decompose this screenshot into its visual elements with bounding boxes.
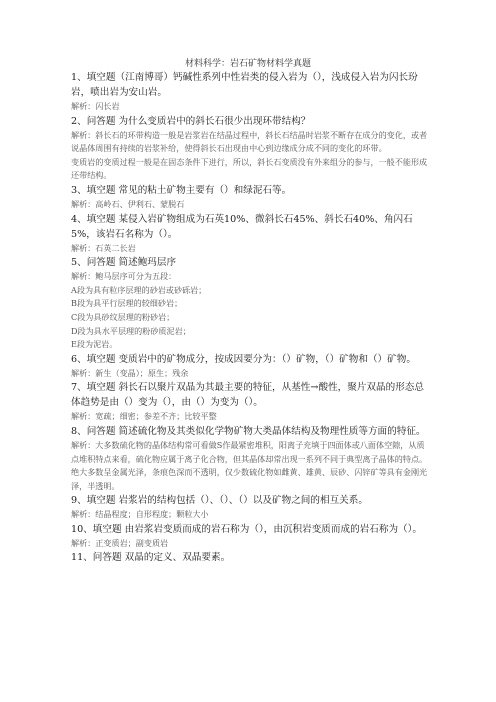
answer-2-part-2: 变质岩的变质过程一般是在固态条件下进行，所以，斜长石变质没有外来组分的参与，一般不能形成还带结构。 [71, 156, 428, 181]
answer-1: 解析：闪长岩 [71, 101, 120, 111]
answer-6: 解析：新生（变晶）；原生；残余 [71, 367, 189, 378]
document-title: 材料科学：岩石矿物材料学真题 [184, 59, 311, 69]
question-1: 1、填空题（江南博哥）钙碱性系列中性岩类的侵入岩为（），浅成侵入岩为闪长玢岩，喷出岩为安山岩。 [71, 72, 418, 98]
question-7: 7、填空题 斜长石以聚片双晶为其最主要的特征，从基性→酸性，聚片双晶的形态总体趋势是由（）变为（），由（）为变为（）。 [71, 382, 424, 409]
answer-5-item-a: A段为具有粒序层理的砂岩或砂砾岩； [71, 284, 207, 295]
question-9: 9、填空题 岩浆岩的结构包括（）、（）、（）以及矿物之间的相互关系。 [71, 495, 368, 507]
answer-5-item-c: C段为具砂纹层理的粉砂岩； [71, 311, 175, 322]
answer-5-item-d: D段为具水平层理的粉砂质泥岩； [71, 325, 191, 336]
question-10: 10、填空题 由岩浆岩变质而成的岩石称为（），由沉积岩变质而成的岩石称为（）。 [71, 523, 423, 535]
answer-5-item-b: B段为具平行层理的较细砂岩； [71, 298, 183, 309]
answer-5-intro: 解析：鲍马层序可分为五段： [71, 271, 177, 282]
question-11: 11、问答题 双晶的定义、双晶要素。 [71, 552, 231, 564]
question-8: 8、问答题 简述硫化物及其类似化学物矿物大类晶体结构及物理性质等方面的特征。 [71, 425, 426, 437]
answer-2-part-1: 解析：斜长石的环带构造一般是岩浆岩在结晶过程中，斜长石结晶时岩浆不断存在成分的变化，或者说晶体周围有持续的岩浆补给，使得斜长石出现由中心到边缘成分成不同的变化的环带。 [71, 129, 428, 154]
question-2: 2、问答题 为什么变质岩中的斜长石很少出现环带结构？ [71, 115, 311, 127]
question-5: 5、问答题 简述鲍玛层序 [71, 257, 177, 269]
question-4: 4、填空题 某侵入岩矿物组成为石英10%、微斜长石45%、斜长石40%、角闪石5%，该岩石名称为（）。 [71, 213, 413, 240]
answer-7: 解析：宽疏；细密；参差不齐；比较平整 [71, 411, 217, 422]
answer-3: 解析：高岭石、伊利石、蒙脱石 [71, 198, 185, 209]
answer-4: 解析：石英二长岩 [71, 242, 136, 253]
answer-10: 解析：正变质岩；副变质岩 [71, 537, 169, 548]
answer-5-item-e: E段为泥岩。 [71, 339, 118, 350]
document-body [71, 70, 429, 565]
answer-8: 解析：大多数硫化物的晶体结构常可看做S作最紧密堆积，阳离子充填于四面体或八面体空隙，从质点堆积特点来看，硫化物应属于离子化合物，但其晶体却常出现一系列不同于典型离子晶体的特点。绝大多数呈金属光泽，条痕色深而不透明，仅少数硫化物如雌黄、雄黄、辰砂、闪锌矿等具有金刚光泽，半透明。 [71, 439, 428, 491]
question-6: 6、填空题 变质岩中的矿物成分，按成因要分为：（）矿物，（）矿物和（）矿物。 [71, 353, 416, 365]
answer-9: 解析：结晶程度；自形程度；颗粒大小 [71, 509, 209, 520]
question-3: 3、填空题 常见的粘土矿物主要有（）和绿泥石等。 [71, 184, 292, 196]
